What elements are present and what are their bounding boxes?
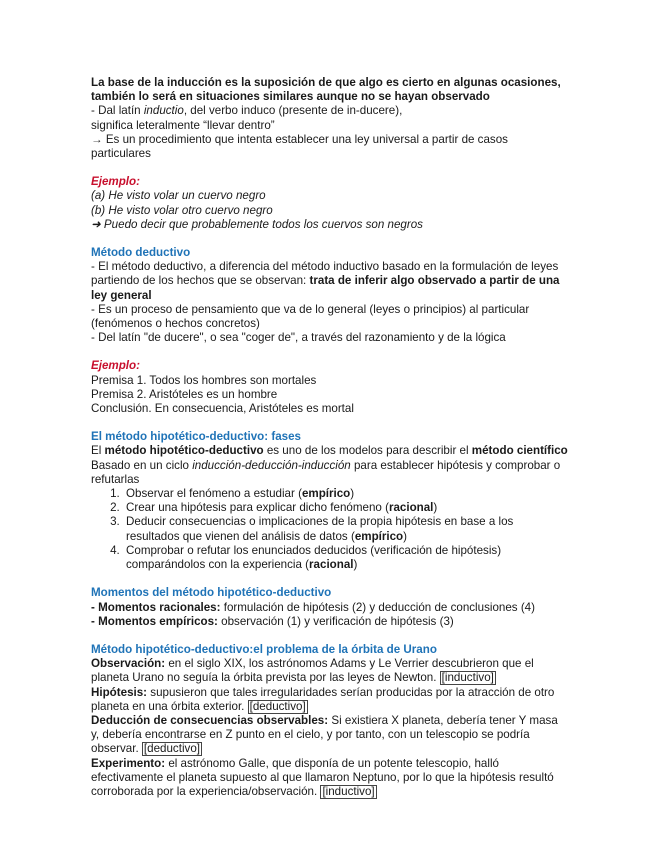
example-label-1: Ejemplo:: [91, 175, 140, 189]
deductive-tag: [deductivo]: [143, 742, 200, 756]
phases-list: [91, 487, 569, 572]
deductive-line-3: - Del latín "de ducere", o sea "coger de", a través del razonamiento y de la lógica: [91, 331, 506, 345]
deductive-heading: Método deductivo: [91, 246, 191, 260]
deduction-paragraph: Deducción de consecuencias observables: Si existiera X planeta, debería tener Y masa y, debería encontrarse en Z punto en el cielo, y por tanto, con un telescopio se podría observar. [deductivo]: [91, 713, 558, 756]
inductive-tag: [inductivo]: [322, 784, 375, 798]
deductive-line-1: - El método deductivo, a diferencia del método inductivo basado en la formulación de leyes partiendo de los hechos que se observan: trata de inferir algo observado a partir de una ley general: [91, 260, 560, 302]
premise-1: Premisa 1. Todos los hombres son mortales: [91, 373, 317, 387]
deductive-line-2: - Es un proceso de pensamiento que va de lo general (leyes o principios) al particular (fenómenos o hechos concretos): [91, 302, 530, 331]
premise-2: Premisa 2. Aristóteles es un hombre: [91, 387, 278, 401]
experiment-paragraph: Experimento: el astrónomo Galle, que disponía de un potente telescopio, halló efectivamente el planeta supuesto al que llamaron Neptuno, por lo que la hipótesis resultó corroborada por la experiencia/observación. [inductivo]: [91, 756, 554, 798]
list-item: 2. Crear una hipótesis para explicar dicho fenómeno (racional): [123, 501, 569, 515]
list-item: 1. Observar el fenómeno a estudiar (empírico): [123, 487, 569, 501]
induction-procedure-line: → Es un procedimiento que intenta establecer una ley universal a partir de casos particulares: [91, 132, 508, 161]
deductive-tag: [deductivo]: [249, 699, 306, 713]
induction-meaning-line: significa leteralmente “llevar dentro”: [91, 118, 275, 132]
list-item: 4. Comprobar o refutar los enunciados deducidos (verificación de hipótesis) comparándolos con la experiencia (racional): [123, 544, 569, 572]
induction-latin-line: - Dal latín inductio, del verbo induco (presente de in-ducere),: [91, 104, 403, 118]
example-1-a: (a) He visto volar un cuervo negro: [91, 189, 266, 203]
inductio-term: inductio: [143, 104, 184, 118]
example-1-conclusion: ➜ Puedo decir que probablemente todos los cuervos son negros: [91, 217, 423, 231]
phases-intro: El método hipotético-deductivo es uno de los modelos para describir el método científico Basado en un ciclo inducción-deducción-inducción para establecer hipótesis y comprobar o refutarlas: [91, 444, 568, 486]
hypothesis-paragraph: Hipótesis: supusieron que tales irregularidades serían producidas por la atracción de otro planeta en una órbita exterior. [deductivo]: [91, 685, 555, 713]
rational-moments: - Momentos racionales: formulación de hipótesis (2) y deducción de conclusiones (4): [91, 600, 535, 614]
induction-title: La base de la inducción es la suposición de que algo es cierto en algunas ocasiones, también lo será en situaciones similares aunque no se hayan observado: [91, 76, 561, 104]
deductive-key-phrase: trata de inferir algo observado a partir de una ley general: [91, 274, 560, 302]
list-item: 3. Deducir consecuencias o implicaciones de la propia hipótesis en base a los resultados que vienen del análisis de datos (empírico): [123, 515, 569, 543]
empirical-moments: - Momentos empíricos: observación (1) y verificación de hipótesis (3): [91, 614, 454, 628]
document-page: [91, 76, 569, 799]
example-label-2: Ejemplo:: [91, 359, 140, 373]
example-1-b: (b) He visto volar otro cuervo negro: [91, 203, 273, 217]
moments-heading: Momentos del método hipotético-deductivo: [91, 586, 332, 600]
inductive-tag: [inductivo]: [441, 671, 494, 685]
phases-heading: El método hipotético-deductivo: fases: [91, 430, 301, 444]
conclusion: Conclusión. En consecuencia, Aristóteles es mortal: [91, 402, 354, 416]
uranus-heading: Método hipotético-deductivo:el problema de la órbita de Urano: [91, 642, 437, 656]
observation-paragraph: Observación: en el siglo XIX, los astrónomos Adams y Le Verrier descubrieron que el planeta Urano no seguía la órbita prevista por las leyes de Newton. [inductivo]: [91, 657, 534, 685]
